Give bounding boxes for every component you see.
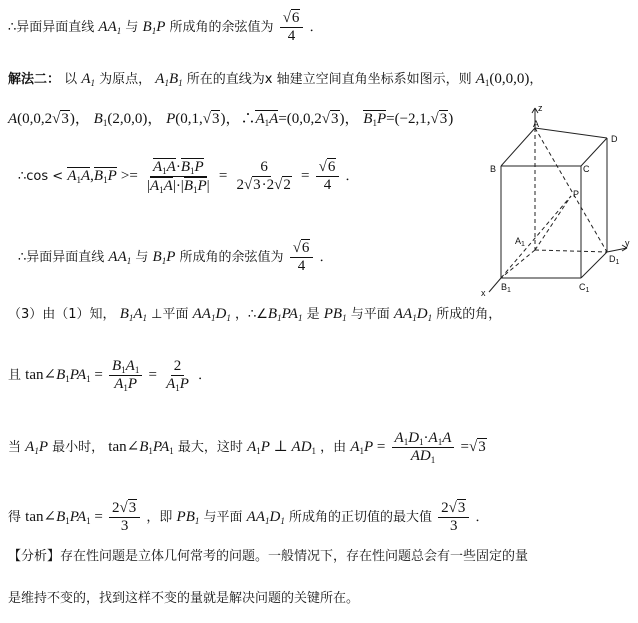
label-D: D xyxy=(611,134,618,144)
text: 得 xyxy=(8,510,22,525)
cos-formula-line: ∴cos < $A_1A,B_1P$ >= $\frac{A_1A\cdot B_1P}{|A_1A|\cdot|B_1P|}$ = $\frac{6}{2√3\cdot 2√2}$ = $\frac{√6}{4}$ ． xyxy=(18,159,359,195)
text: 当 xyxy=(8,440,22,455)
text: 所成角的正切值的最大值 xyxy=(288,510,432,525)
text: ∴异面异面直线 xyxy=(8,20,95,35)
text: 所成的角， xyxy=(436,307,502,322)
coordinates-line: A(0,0,2√3)， $B_1(2,0,0)$， P(0,1,√3)，$\therefore A_1A=(0,0,2√3)$， $B_1P=(-2,1,√3)$ xyxy=(8,111,454,128)
text: 为原点， xyxy=(99,72,152,87)
label-x: x xyxy=(481,288,486,298)
text: ⊥平面 xyxy=(151,307,189,322)
text: 与 xyxy=(135,250,149,265)
text: 与平面 xyxy=(203,510,243,525)
label-y: y xyxy=(625,238,630,248)
conclusion-line-1: ∴异面异面直线 $AA_1$ 与 $B_1P$ 所成角的余弦值为 $\frac{√6}{4}$ ． xyxy=(8,10,323,44)
text: 以 xyxy=(64,72,78,87)
label-z: z xyxy=(538,103,543,113)
label-C1: $C_1$ xyxy=(579,282,590,294)
part3-line: （3）由（1）知， $B_1A_1$ ⊥平面 $AA_1D_1$ ，$\therefore\angle B_1PA_1$ 是 $PB_1$ 与平面 $AA_1D_1$ 所成的角， xyxy=(8,306,502,323)
text: ，由 xyxy=(320,440,347,455)
label-A1: $A_1$ xyxy=(515,236,525,248)
text: 所成角的余弦值为 xyxy=(179,250,284,265)
analysis-line-1 xyxy=(8,548,528,566)
text: 所在的直线为x 轴建立空间直角坐标系如图示，则 xyxy=(186,72,472,87)
text: 存在性问题是立体几何常考的问题。一般情况下，存在性问题总会有一些固定的量 xyxy=(60,549,529,564)
conclusion-line-2: ∴异面异面直线 $AA_1$ 与 $B_1P$ 所成角的余弦值为 $\frac{√6}{4}$ ． xyxy=(18,240,333,274)
tan-line: 且 $\tan\angle B_1PA_1$ = $\frac{B_1A_1}{A_1P}$ = $\frac{2}{A_1P}$ ． xyxy=(8,358,212,393)
text: 且 xyxy=(8,368,22,383)
solution2-line: 解法二： 以 $A_1$ 为原点， $A_1B_1$ 所在的直线为x 轴建立空间直角坐标系如图示，则 $A_1(0,0,0)$， xyxy=(8,71,543,88)
condition-line: 当 $A_1P$ 最小时， $\tan\angle B_1PA_1$ 最大，这时 $A_1P$ ⊥ $AD_1$ ，由 $A_1P$ = $\frac{A_1D_1\cdot A_1A}{AD_1}$ =√3 xyxy=(8,430,486,465)
cube-figure xyxy=(475,100,635,300)
text: 所成角的余弦值为 xyxy=(169,20,274,35)
label-B: B xyxy=(490,164,497,174)
text: 是维持不变的，找到这样不变的量就是解决问题的关键所在。 xyxy=(8,591,360,606)
analysis-label: 【分析】 xyxy=(8,549,61,564)
label-A: A xyxy=(533,119,540,129)
text: ∴异面异面直线 xyxy=(18,250,105,265)
text: 最大，这时 xyxy=(177,440,243,455)
text: 是 xyxy=(306,307,320,322)
solution2-label: 解法二： xyxy=(8,72,61,87)
label-C: C xyxy=(583,164,590,174)
text: ∴cos < xyxy=(18,169,64,184)
result-line: 得 $\tan\angle B_1PA_1$ = $\frac{2√3}{3}$ ，即 $PB_1$ 与平面 $AA_1D_1$ 所成角的正切值的最大值 $\frac{2√3}{3}$ ． xyxy=(8,500,489,534)
text: ，即 xyxy=(146,510,173,525)
text: >= xyxy=(120,168,138,184)
label-P: P xyxy=(573,189,580,199)
analysis-line-2 xyxy=(8,590,359,608)
text: 与平面 xyxy=(350,307,390,322)
text: 与 xyxy=(125,20,139,35)
text: （3）由（1）知， xyxy=(8,307,116,322)
label-D1: $D_1$ xyxy=(609,254,620,266)
text: ，∴∠ xyxy=(234,307,268,322)
text: 最小时， xyxy=(52,440,105,455)
label-B1: $B_1$ xyxy=(501,282,511,294)
